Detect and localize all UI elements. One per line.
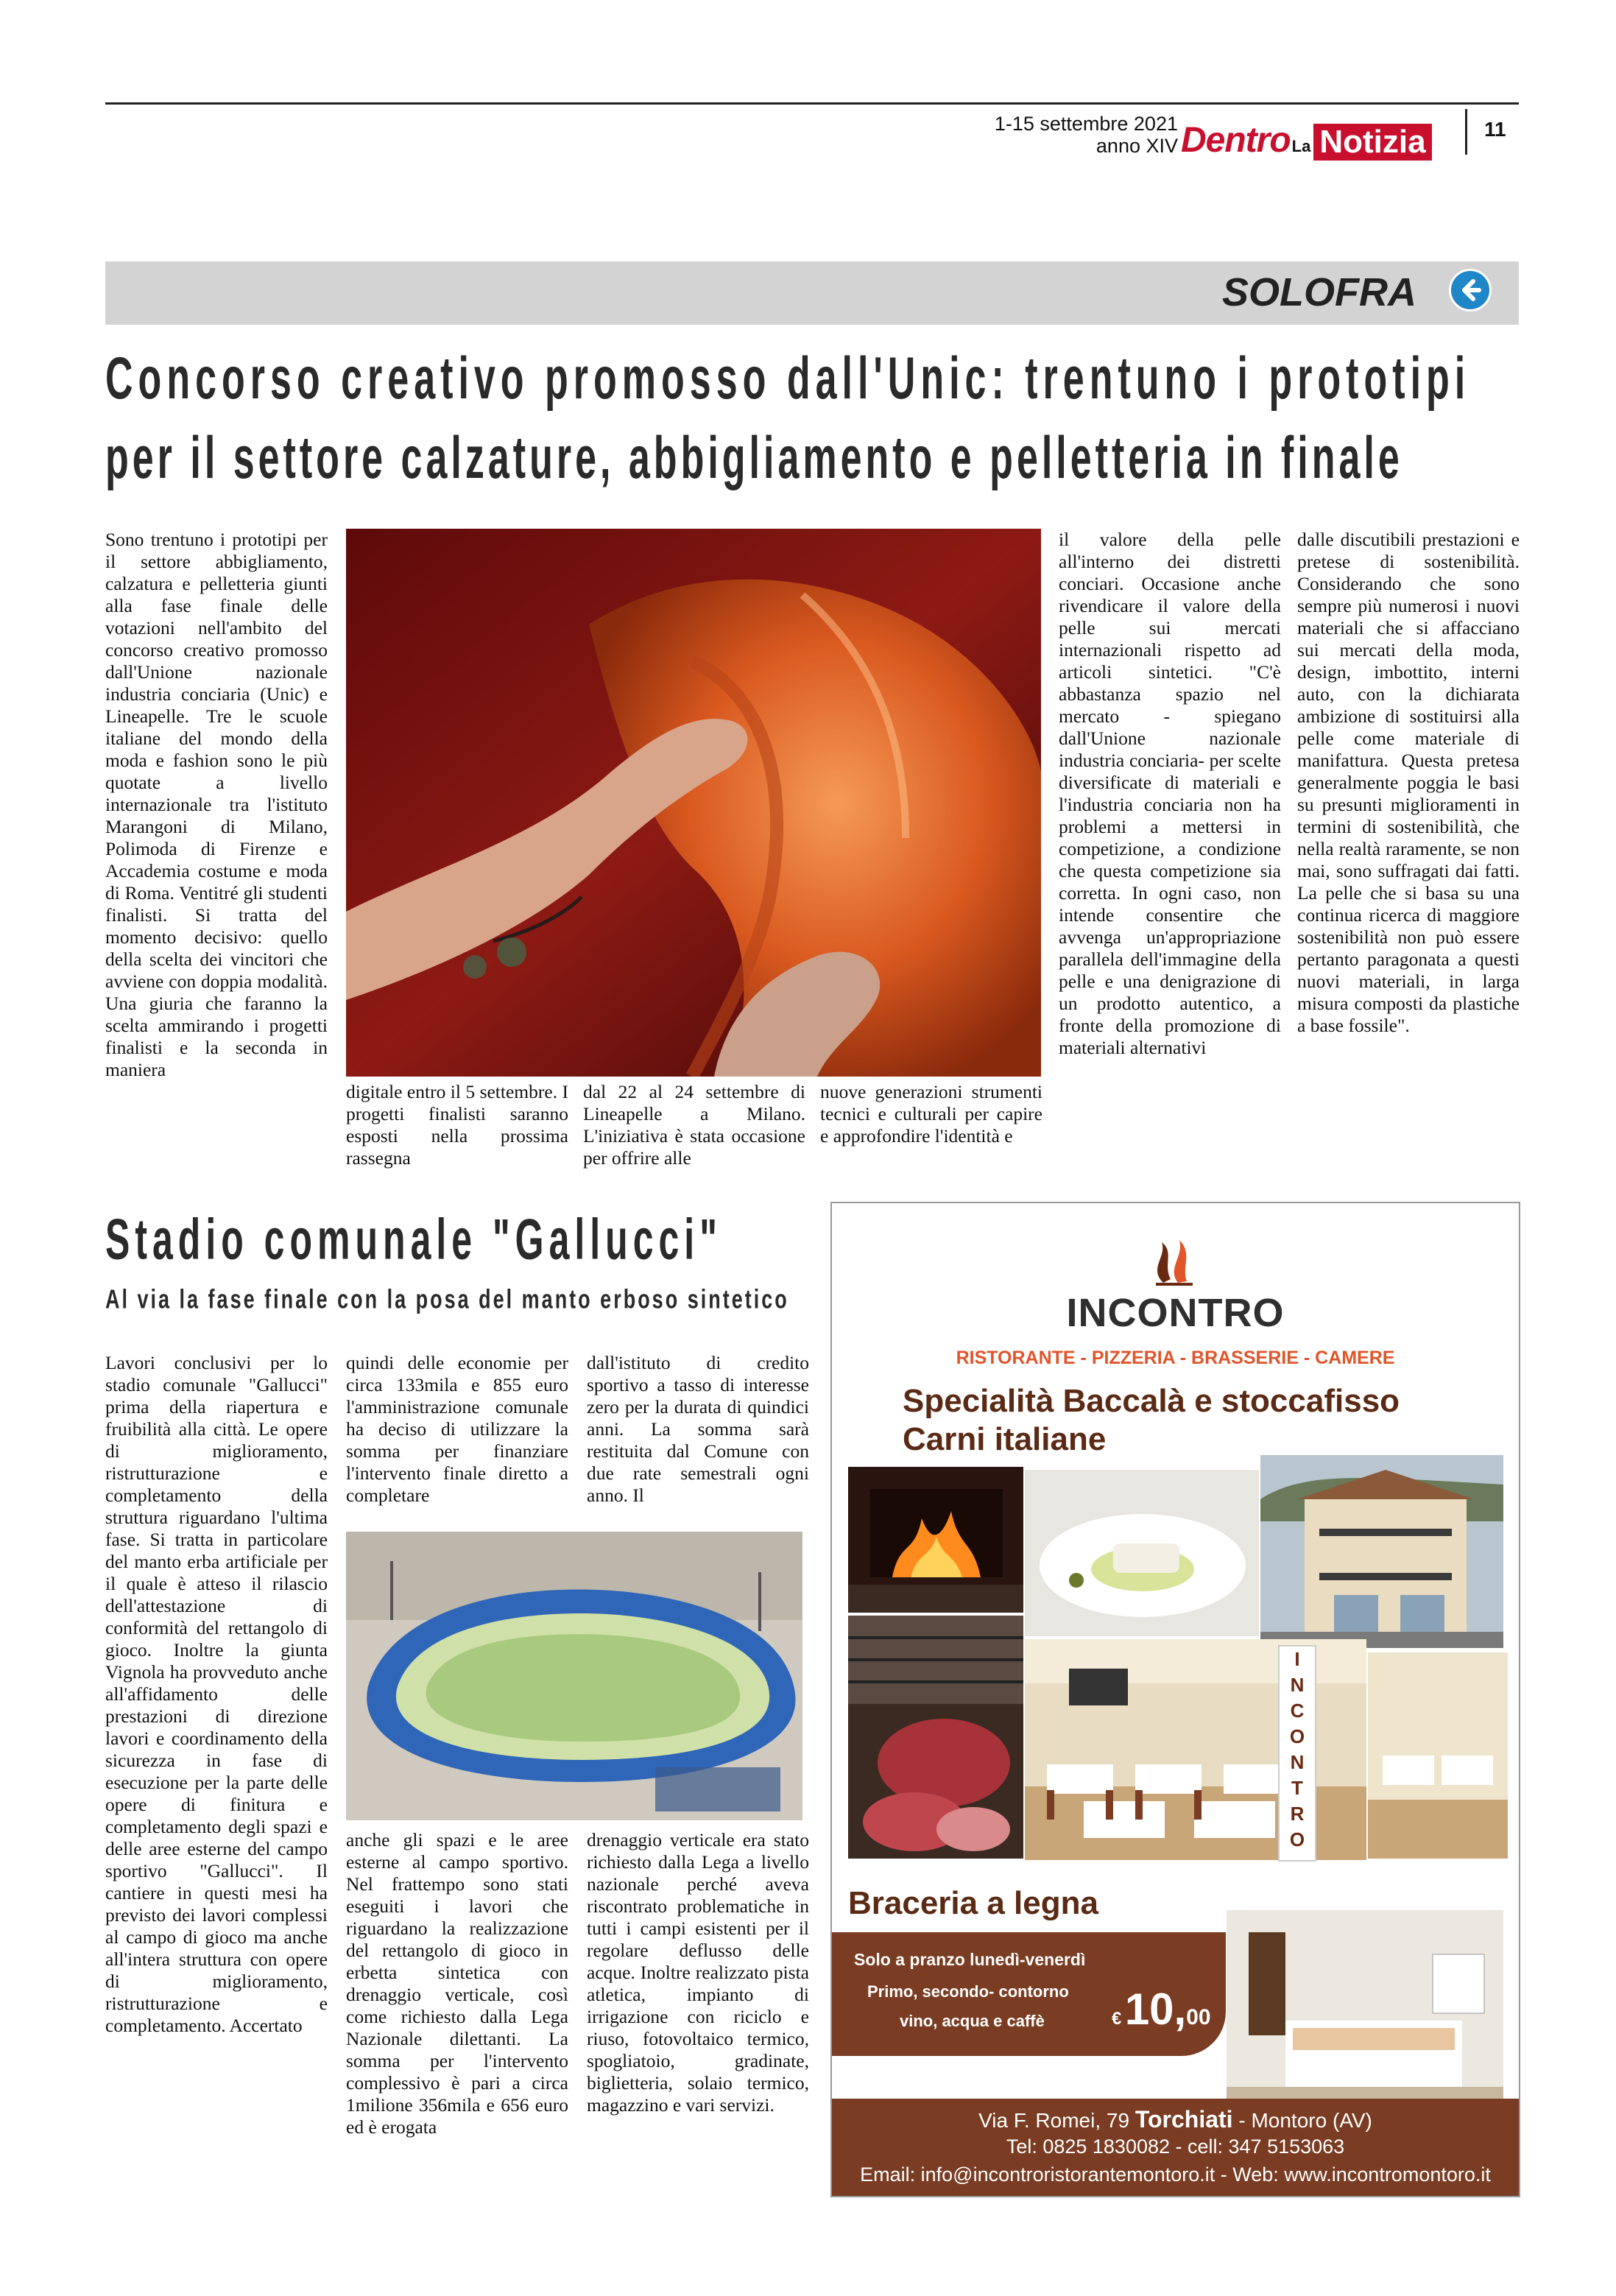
- logo-dentro: Dentro: [1181, 121, 1291, 160]
- article2-col2b: [346, 1829, 568, 2138]
- article2-col3a-text: dall'istituto di credito sportivo a tasso di interesse zero per la durata di quindici anni. La somma sarà restituita dal Comune con due rate semestrali ogni anno. Il: [587, 1352, 809, 1506]
- price-currency: €: [1112, 2009, 1122, 2029]
- ad-footer: [832, 2099, 1519, 2196]
- issue-date-block: [928, 113, 1178, 157]
- incontro-ad[interactable]: [830, 1202, 1520, 2197]
- meat-photo: [848, 1616, 1023, 1859]
- fireplace-photo: [848, 1467, 1023, 1613]
- price-dec: 00: [1186, 2005, 1211, 2029]
- article2-col2b-text: anche gli spazi e le aree esterne al campo sportivo. Nel frattempo sono stati eseguiti i lavori che riguardano la realizzazione del rettangolo di gioco in erbetta sintetica con drenaggio verticale, così come richiesto dalla Lega Nazionale dilettanti. La somma per l'intervento complessivo è pari a circa 1milione 356mila e 656 euro ed è erogata: [346, 1829, 568, 2138]
- article2-col3a: [587, 1352, 809, 1507]
- ad-specialty2: Carni italiane: [903, 1421, 1107, 1457]
- incontro-vertical-sign: [1278, 1645, 1316, 1862]
- lunch-line3: vino, acqua e caffè: [900, 2012, 1045, 2030]
- address-suffix: - Montoro (AV): [1238, 2109, 1372, 2132]
- article1-col4-text: nuove generazioni strumenti tecnici e culturali per capire e approfondire l'identità e: [820, 1081, 1042, 1147]
- leather-photo: [346, 529, 1041, 1077]
- article1-title-line2: per il settore calzature, abbigliamento e pelletteria in finale: [105, 425, 1403, 492]
- lunch-line2: Primo, secondo- contorno: [867, 1982, 1069, 2001]
- sign-letter: I: [1294, 1648, 1300, 1670]
- header-rule: [105, 102, 1519, 105]
- page-number: 11: [1484, 118, 1506, 141]
- article2-title: Stadio comunale "Gallucci": [105, 1207, 722, 1272]
- sign-letter: O: [1289, 1828, 1305, 1850]
- article1-col6-text: dalle discutibili prestazioni e pretese di sostenibilità. Considerando che sono sempre più numerosi i nuovi materiali che si affacciano sui mercati della moda, design, imbottito, interni auto, con la dichiarata ambizione di sostituirsi alla pelle come materiale di manifattura. Questa pretesa generalmente poggia le basi su presunti miglioramenti in termini di sostenibilità, che nella realtà raramente, se non mai, sono suffragati dai fatti. La pelle che si basa su una continua ricerca di maggiore sostenibilità non può essere pertanto paragonata a questi nuovi materiali, in larga misura composti da plastiche a base fossile".: [1297, 529, 1520, 1036]
- sign-letter: N: [1290, 1751, 1305, 1773]
- header-divider: [1465, 109, 1467, 155]
- dining-room-photo-2: [1368, 1652, 1508, 1859]
- arrow-left-icon[interactable]: [1449, 269, 1492, 311]
- sign-letter: R: [1290, 1803, 1305, 1825]
- article2-subtitle: Al via la fase finale con la posa del manto erboso sintetico: [105, 1284, 789, 1314]
- price-int: 10,: [1124, 1985, 1187, 2034]
- lunch-offer-box: [832, 1932, 1226, 2056]
- ad-address: [832, 2106, 1519, 2133]
- article2-col2a: [346, 1352, 568, 1507]
- bedroom-photo: [1227, 1910, 1503, 2100]
- article2-col3b-text: drenaggio verticale era stato richiesto dalla Lega a livello nazionale perché aveva riscontrato problematiche in tutti i campi esistenti per il regolare deflusso delle acque. Inoltre realizzato pista atletica, impianto di irrigazione con riciclo e riuso, fotovoltaico termico, spogliatoio, gradinate, biglietteria, solaio termico, magazzino e vari servizi.: [587, 1829, 809, 2116]
- address-town: Torchiati: [1135, 2106, 1233, 2133]
- article1-title-line1: Concorso creativo promosso dall'Unic: trentuno i prototipi: [105, 345, 1471, 412]
- issue-date: 1-15 settembre 2021: [994, 113, 1178, 135]
- ad-tagline: RISTORANTE - PIZZERIA - BRASSERIE - CAMERE: [956, 1348, 1395, 1368]
- stadium-model-photo: [346, 1532, 802, 1820]
- sign-letter: N: [1290, 1674, 1305, 1696]
- logo-notizia: Notizia: [1313, 124, 1431, 161]
- masthead-logo: [1181, 109, 1432, 161]
- ad-phone: Tel: 0825 1830082 - cell: 347 5153063: [1006, 2135, 1345, 2158]
- article2-col3b: [587, 1829, 809, 2116]
- address-prefix: Via F. Romei, 79: [978, 2109, 1130, 2132]
- section-label: SOLOFRA: [1222, 270, 1416, 314]
- sign-letter: T: [1291, 1777, 1303, 1799]
- ad-specialty1: Specialità Baccalà e stoccafisso: [903, 1383, 1400, 1419]
- ad-brand: INCONTRO: [1066, 1291, 1285, 1335]
- price: [1112, 1984, 1211, 2035]
- article1-col3-text: dal 22 al 24 settembre di Lineapelle a Milano. L'iniziativa è stata occasione per offrire alle: [583, 1081, 805, 1169]
- logo-la: La: [1291, 137, 1311, 155]
- article2-col2a-text: quindi delle economie per circa 133mila e 855 euro l'amministrazione comunale ha deciso di utilizzare la somma per finanziare l'intervento finale diretto a completare: [346, 1352, 568, 1506]
- article1-col1: [105, 529, 328, 1081]
- article1-col5-text: il valore della pelle all'interno dei distretti conciari. Occasione anche rivendicare il valore della pelle sui mercati internazionali rispetto ad articoli sintetici. "C'è abbastanza spazio nel mercato - spiegano dall'Unione nazionale industria conciaria- per scelte diversificate di materiali e l'industria conciaria non ha problemi a mettersi in competizione, a condizione che questa competizione sia corretta. In ogni caso, non intende consentire che avvenga un'appropriazione parallela dell'immagine della pelle e una denigrazione di un prodotto autentico, a fronte della promozione di materiali alternativi: [1059, 529, 1281, 1058]
- sign-letter: C: [1290, 1700, 1305, 1722]
- article1-col3: [583, 1081, 805, 1169]
- article1-col5: [1059, 529, 1281, 1059]
- building-photo: [1260, 1455, 1503, 1648]
- article1-col6: [1297, 529, 1520, 1037]
- ad-contacts[interactable]: Email: info@incontroristorantemontoro.it - Web: www.incontromontoro.it: [860, 2163, 1491, 2186]
- article1-col1-text: Sono trentuno i prototipi per il settore abbigliamento, calzatura e pelletteria giunti alla fase finale delle votazioni nell'ambito del concorso creativo promosso dall'Unione nazionale industria conciaria (Unic) e Lineapelle. Tre le scuole italiane del mondo della moda e fashion sono le più quotate a livello internazionale tra l'istituto Marangoni di Milano, Polimoda di Firenze e Accademia costume e moda di Roma. Ventitré gli studenti finalisti. Si tratta del momento decisivo: quello della scelta dei vincitori che avviene con doppia modalità. Una giuria che faranno la scelta ammirando i progetti finalisti e la seconda in maniera: [105, 529, 328, 1080]
- lunch-line1: Solo a pranzo lunedì-venerdì: [854, 1950, 1086, 1969]
- sign-letter: O: [1289, 1725, 1305, 1747]
- flame-logo-icon: [1141, 1224, 1207, 1290]
- article1-col4: [820, 1081, 1042, 1147]
- article1-col2: [346, 1081, 568, 1169]
- dish-photo: [1025, 1470, 1259, 1636]
- article1-col2-text: digitale entro il 5 settembre. I progetti finalisti saranno esposti nella prossima rassegna: [346, 1081, 568, 1169]
- article2-col1-text: Lavori conclusivi per lo stadio comunale "Gallucci" prima della riapertura e fruibilità alla città. Le opere di miglioramento, ristrutturazione e completamento della struttura riguardano l'ultima fase. Si tratta in particolare del manto erba artificiale per il quale è atteso il rilascio dell'attestazione di conformità del rettangolo di gioco. Inoltre la giunta Vignola ha provveduto anche all'affidamento delle prestazioni di direzione lavori e coordinamento della sicurezza in fase di esecuzione per la parte delle opere di finitura e completamento degli spazi e delle aree esterne del campo sportivo "Gallucci". Il cantiere in questi mesi ha previsto dei lavori complessi al campo di gioco ma anche all'intera struttura con opere di miglioramento, ristrutturazione e completamento. Accertato: [105, 1352, 328, 2036]
- issue-year: anno XIV: [1095, 135, 1178, 157]
- article2-col1: [105, 1352, 328, 2037]
- ad-braceria: Braceria a legna: [848, 1885, 1098, 1921]
